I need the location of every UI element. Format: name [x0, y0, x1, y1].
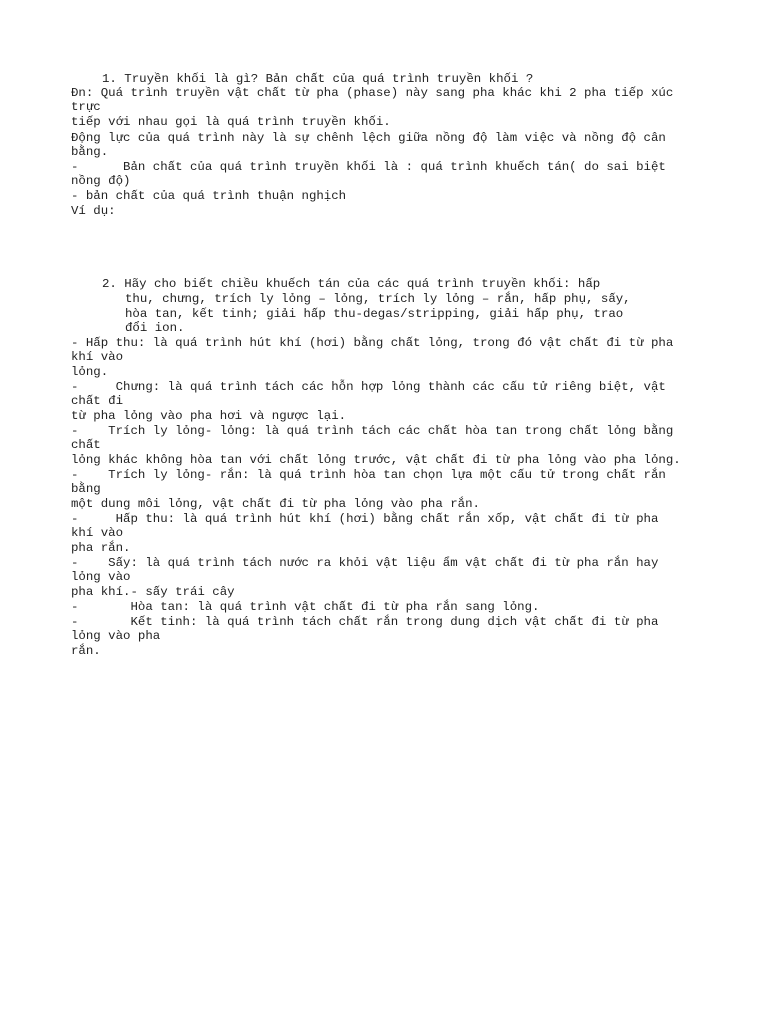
definition-line: Đn: Quá trình truyền vật chất từ pha (phase) này sang pha khác khi 2 pha tiếp xúc	[71, 86, 674, 100]
nature-line: - Bản chất của quá trình truyền khối là : quá trình khuếch tán( do sai biệt	[71, 160, 666, 174]
definition-line: tiếp với nhau gọi là quá trình truyền khối.	[71, 115, 391, 129]
drying-line: pha khí.- sấy trái cây	[71, 585, 235, 599]
distillation-line: chất đi	[71, 394, 124, 408]
liquid-liquid-extraction-line: - Trích ly lỏng- lỏng: là quá trình tách các chất hòa tan trong chất lỏng bằng	[71, 424, 674, 438]
question-1-title: 1. Truyền khối là gì? Bản chất của quá trình truyền khối ?	[102, 72, 534, 86]
distillation-line: từ pha lỏng vào pha hơi và ngược lại.	[71, 409, 347, 423]
absorption-line: lỏng.	[71, 365, 109, 379]
liquid-liquid-extraction-line: chất	[71, 438, 101, 452]
question-2-title: 2. Hãy cho biết chiều khuếch tán của các quá trình truyền khối: hấp	[102, 277, 601, 291]
example-label: Ví dụ:	[71, 204, 116, 218]
drying-line: lỏng vào	[71, 570, 131, 584]
absorption-line: khí vào	[71, 350, 124, 364]
crystallization-line: lỏng vào pha	[71, 629, 161, 643]
driving-force-line: bằng.	[71, 145, 109, 159]
definition-line: trực	[71, 100, 101, 114]
drying-line: - Sấy: là quá trình tách nước ra khỏi vật liệu ẩm vật chất đi từ pha rắn hay	[71, 556, 659, 570]
nature-line: nồng độ)	[71, 174, 131, 188]
liquid-liquid-extraction-line: lỏng khác không hòa tan với chất lỏng trước, vật chất đi từ pha lỏng vào pha lỏng.	[71, 453, 681, 467]
driving-force-line: Động lực của quá trình này là sự chênh lệch giữa nồng độ làm việc và nồng độ cân	[71, 131, 666, 145]
adsorption-line: pha rắn.	[71, 541, 131, 555]
adsorption-line: - Hấp thu: là quá trình hút khí (hơi) bằng chất rắn xốp, vật chất đi từ pha	[71, 512, 659, 526]
question-2-title: thu, chưng, trích ly lỏng – lỏng, trích ly lỏng – rắn, hấp phụ, sấy,	[125, 292, 631, 306]
dissolution-line: - Hòa tan: là quá trình vật chất đi từ pha rắn sang lỏng.	[71, 600, 540, 614]
absorption-line: - Hấp thu: là quá trình hút khí (hơi) bằng chất lỏng, trong đó vật chất đi từ pha	[71, 336, 674, 350]
liquid-solid-extraction-line: bằng	[71, 482, 101, 496]
question-2-title: hòa tan, kết tinh; giải hấp thu-degas/stripping, giải hấp phụ, trao	[125, 307, 624, 321]
liquid-solid-extraction-line: - Trích ly lỏng- rắn: là quá trình hòa tan chọn lựa một cấu tử trong chất rắn	[71, 468, 666, 482]
crystallization-line: rắn.	[71, 644, 101, 658]
question-2-title: đổi ion.	[125, 321, 185, 335]
adsorption-line: khí vào	[71, 526, 124, 540]
crystallization-line: - Kết tinh: là quá trình tách chất rắn trong dung dịch vật chất đi từ pha	[71, 615, 659, 629]
nature-line: - bản chất của quá trình thuận nghịch	[71, 189, 347, 203]
distillation-line: - Chưng: là quá trình tách các hỗn hợp lỏng thành các cấu tử riêng biệt, vật	[71, 380, 666, 394]
liquid-solid-extraction-line: một dung môi lỏng, vật chất đi từ pha lỏng vào pha rắn.	[71, 497, 480, 511]
